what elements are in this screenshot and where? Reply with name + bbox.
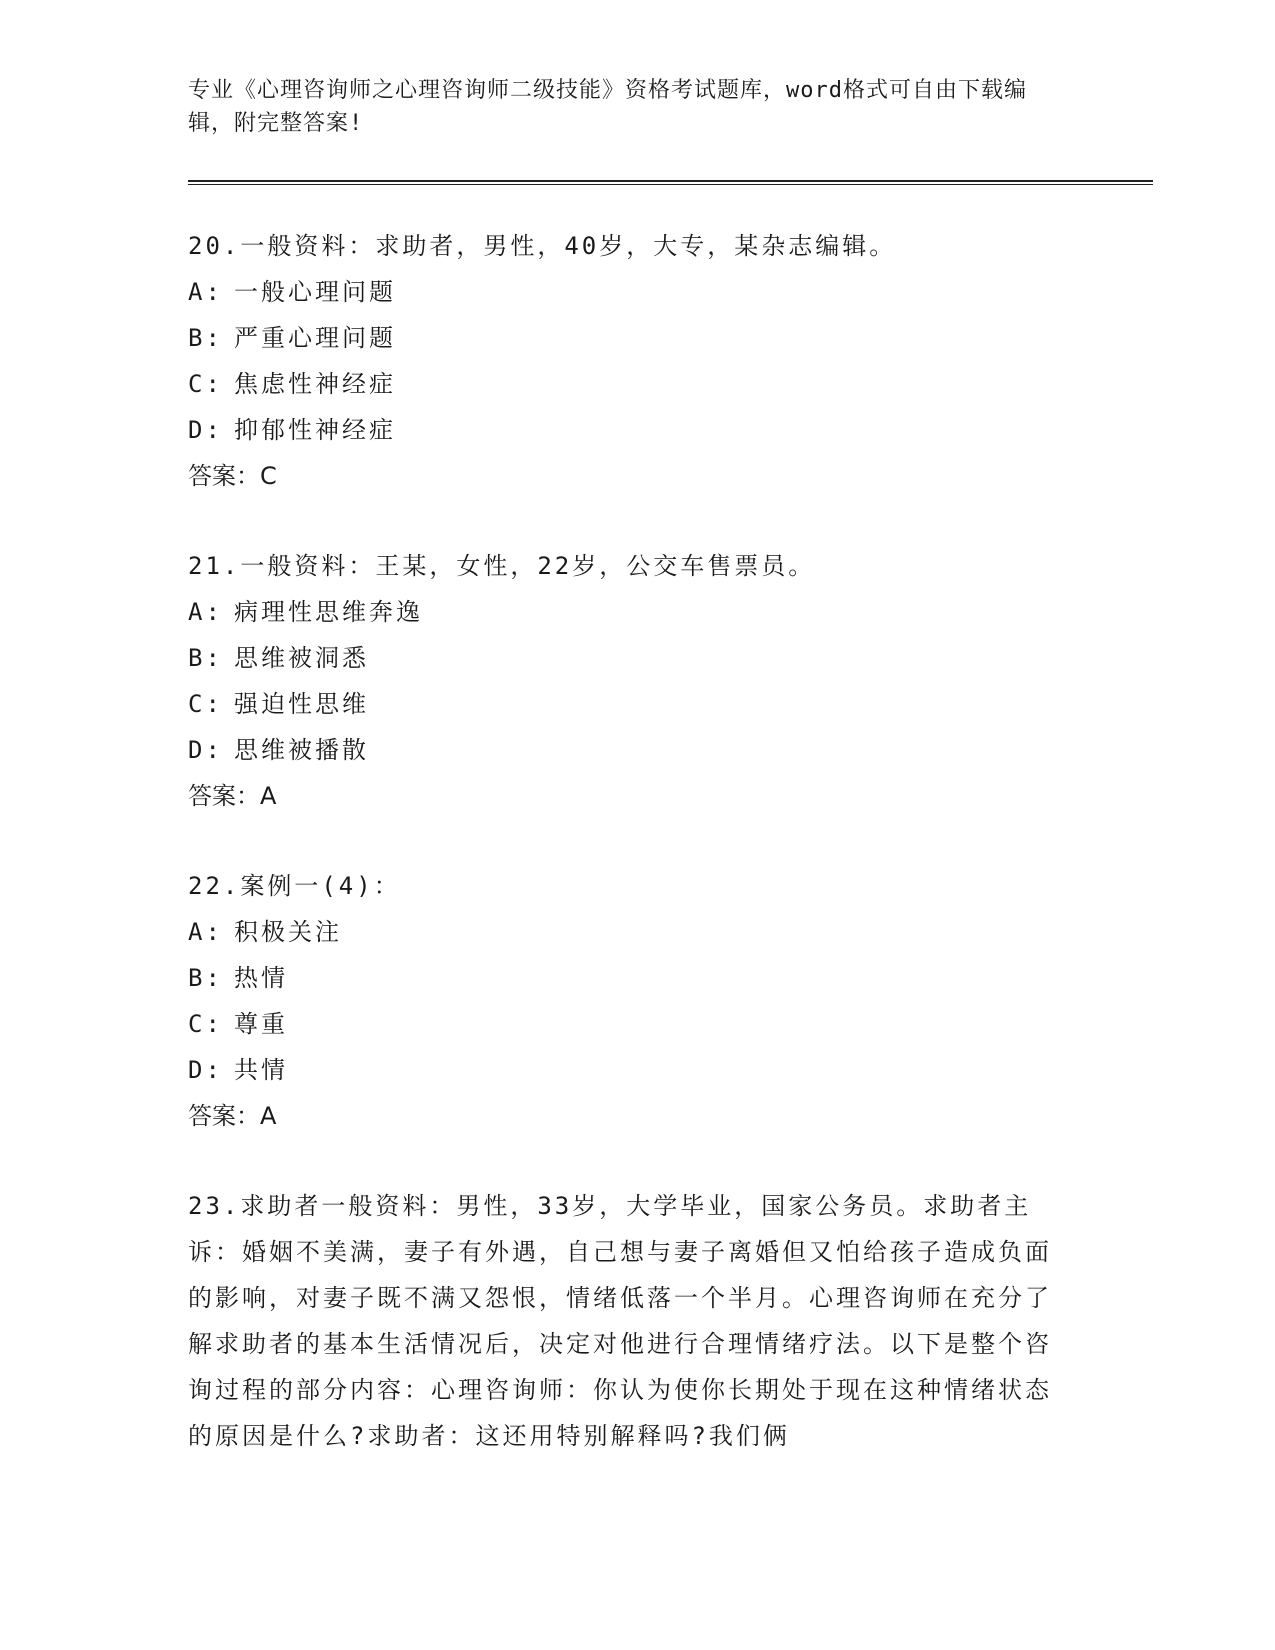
option-b	[188, 955, 1088, 1001]
option-d	[188, 1047, 1088, 1093]
option-a	[188, 589, 1088, 635]
option-letter: A:	[188, 598, 223, 626]
option-text: 严重心理问题	[234, 324, 396, 352]
option-text: 焦虑性神经症	[234, 370, 396, 398]
question-22	[188, 863, 1088, 1139]
header-divider	[188, 180, 1153, 182]
header-divider-thin	[188, 184, 1153, 185]
option-d	[188, 727, 1088, 773]
option-letter: C:	[188, 690, 223, 718]
option-text: 强迫性思维	[234, 690, 369, 718]
question-21	[188, 543, 1088, 819]
question-20	[188, 223, 1088, 499]
option-a	[188, 269, 1088, 315]
option-c	[188, 1001, 1088, 1047]
question-23	[188, 1183, 1088, 1459]
option-letter: C:	[188, 370, 223, 398]
option-letter: D:	[188, 1056, 223, 1084]
option-letter: B:	[188, 324, 223, 352]
option-text: 病理性思维奔逸	[234, 598, 423, 626]
option-letter: A:	[188, 278, 223, 306]
option-text: 尊重	[234, 1010, 288, 1038]
option-letter: D:	[188, 416, 223, 444]
answer-line: 答案：A	[188, 782, 277, 810]
option-text: 共情	[234, 1056, 288, 1084]
answer-line: 答案：A	[188, 1102, 277, 1130]
question-stem: 20.一般资料：求助者，男性，40岁，大专，某杂志编辑。	[188, 232, 897, 260]
option-d	[188, 407, 1088, 453]
option-c	[188, 361, 1088, 407]
option-text: 一般心理问题	[234, 278, 396, 306]
option-text: 思维被洞悉	[234, 644, 369, 672]
option-text: 热情	[234, 964, 288, 992]
option-text: 积极关注	[234, 918, 342, 946]
option-b	[188, 635, 1088, 681]
question-stem: 23.求助者一般资料：男性，33岁，大学毕业，国家公务员。求助者主诉：婚姻不美满，妻子有外遇，自己想与妻子离婚但又怕给孩子造成负面的影响，对妻子既不满又怨恨，情绪低落一个半月。心理咨询师在充分了解求助者的基本生活情况后，决定对他进行合理情绪疗法。以下是整个咨询过程的部分内容：心理咨询师：你认为使你长期处于现在这种情绪状态的原因是什么?求助者：这还用特别解释吗?我们俩	[188, 1192, 1052, 1450]
question-stem: 22.案例一(4)：	[188, 872, 401, 900]
option-letter: A:	[188, 918, 223, 946]
answer-line: 答案：C	[188, 462, 277, 490]
option-c	[188, 681, 1088, 727]
option-letter: C:	[188, 1010, 223, 1038]
option-letter: D:	[188, 736, 223, 764]
question-stem: 21.一般资料：王某，女性，22岁，公交车售票员。	[188, 552, 816, 580]
document-header: 专业《心理咨询师之心理咨询师二级技能》资格考试题库，word格式可自由下载编辑，附完整答案!	[188, 78, 1027, 136]
option-a	[188, 909, 1088, 955]
option-b	[188, 315, 1088, 361]
option-letter: B:	[188, 644, 223, 672]
option-text: 思维被播散	[234, 736, 369, 764]
option-text: 抑郁性神经症	[234, 416, 396, 444]
option-letter: B:	[188, 964, 223, 992]
